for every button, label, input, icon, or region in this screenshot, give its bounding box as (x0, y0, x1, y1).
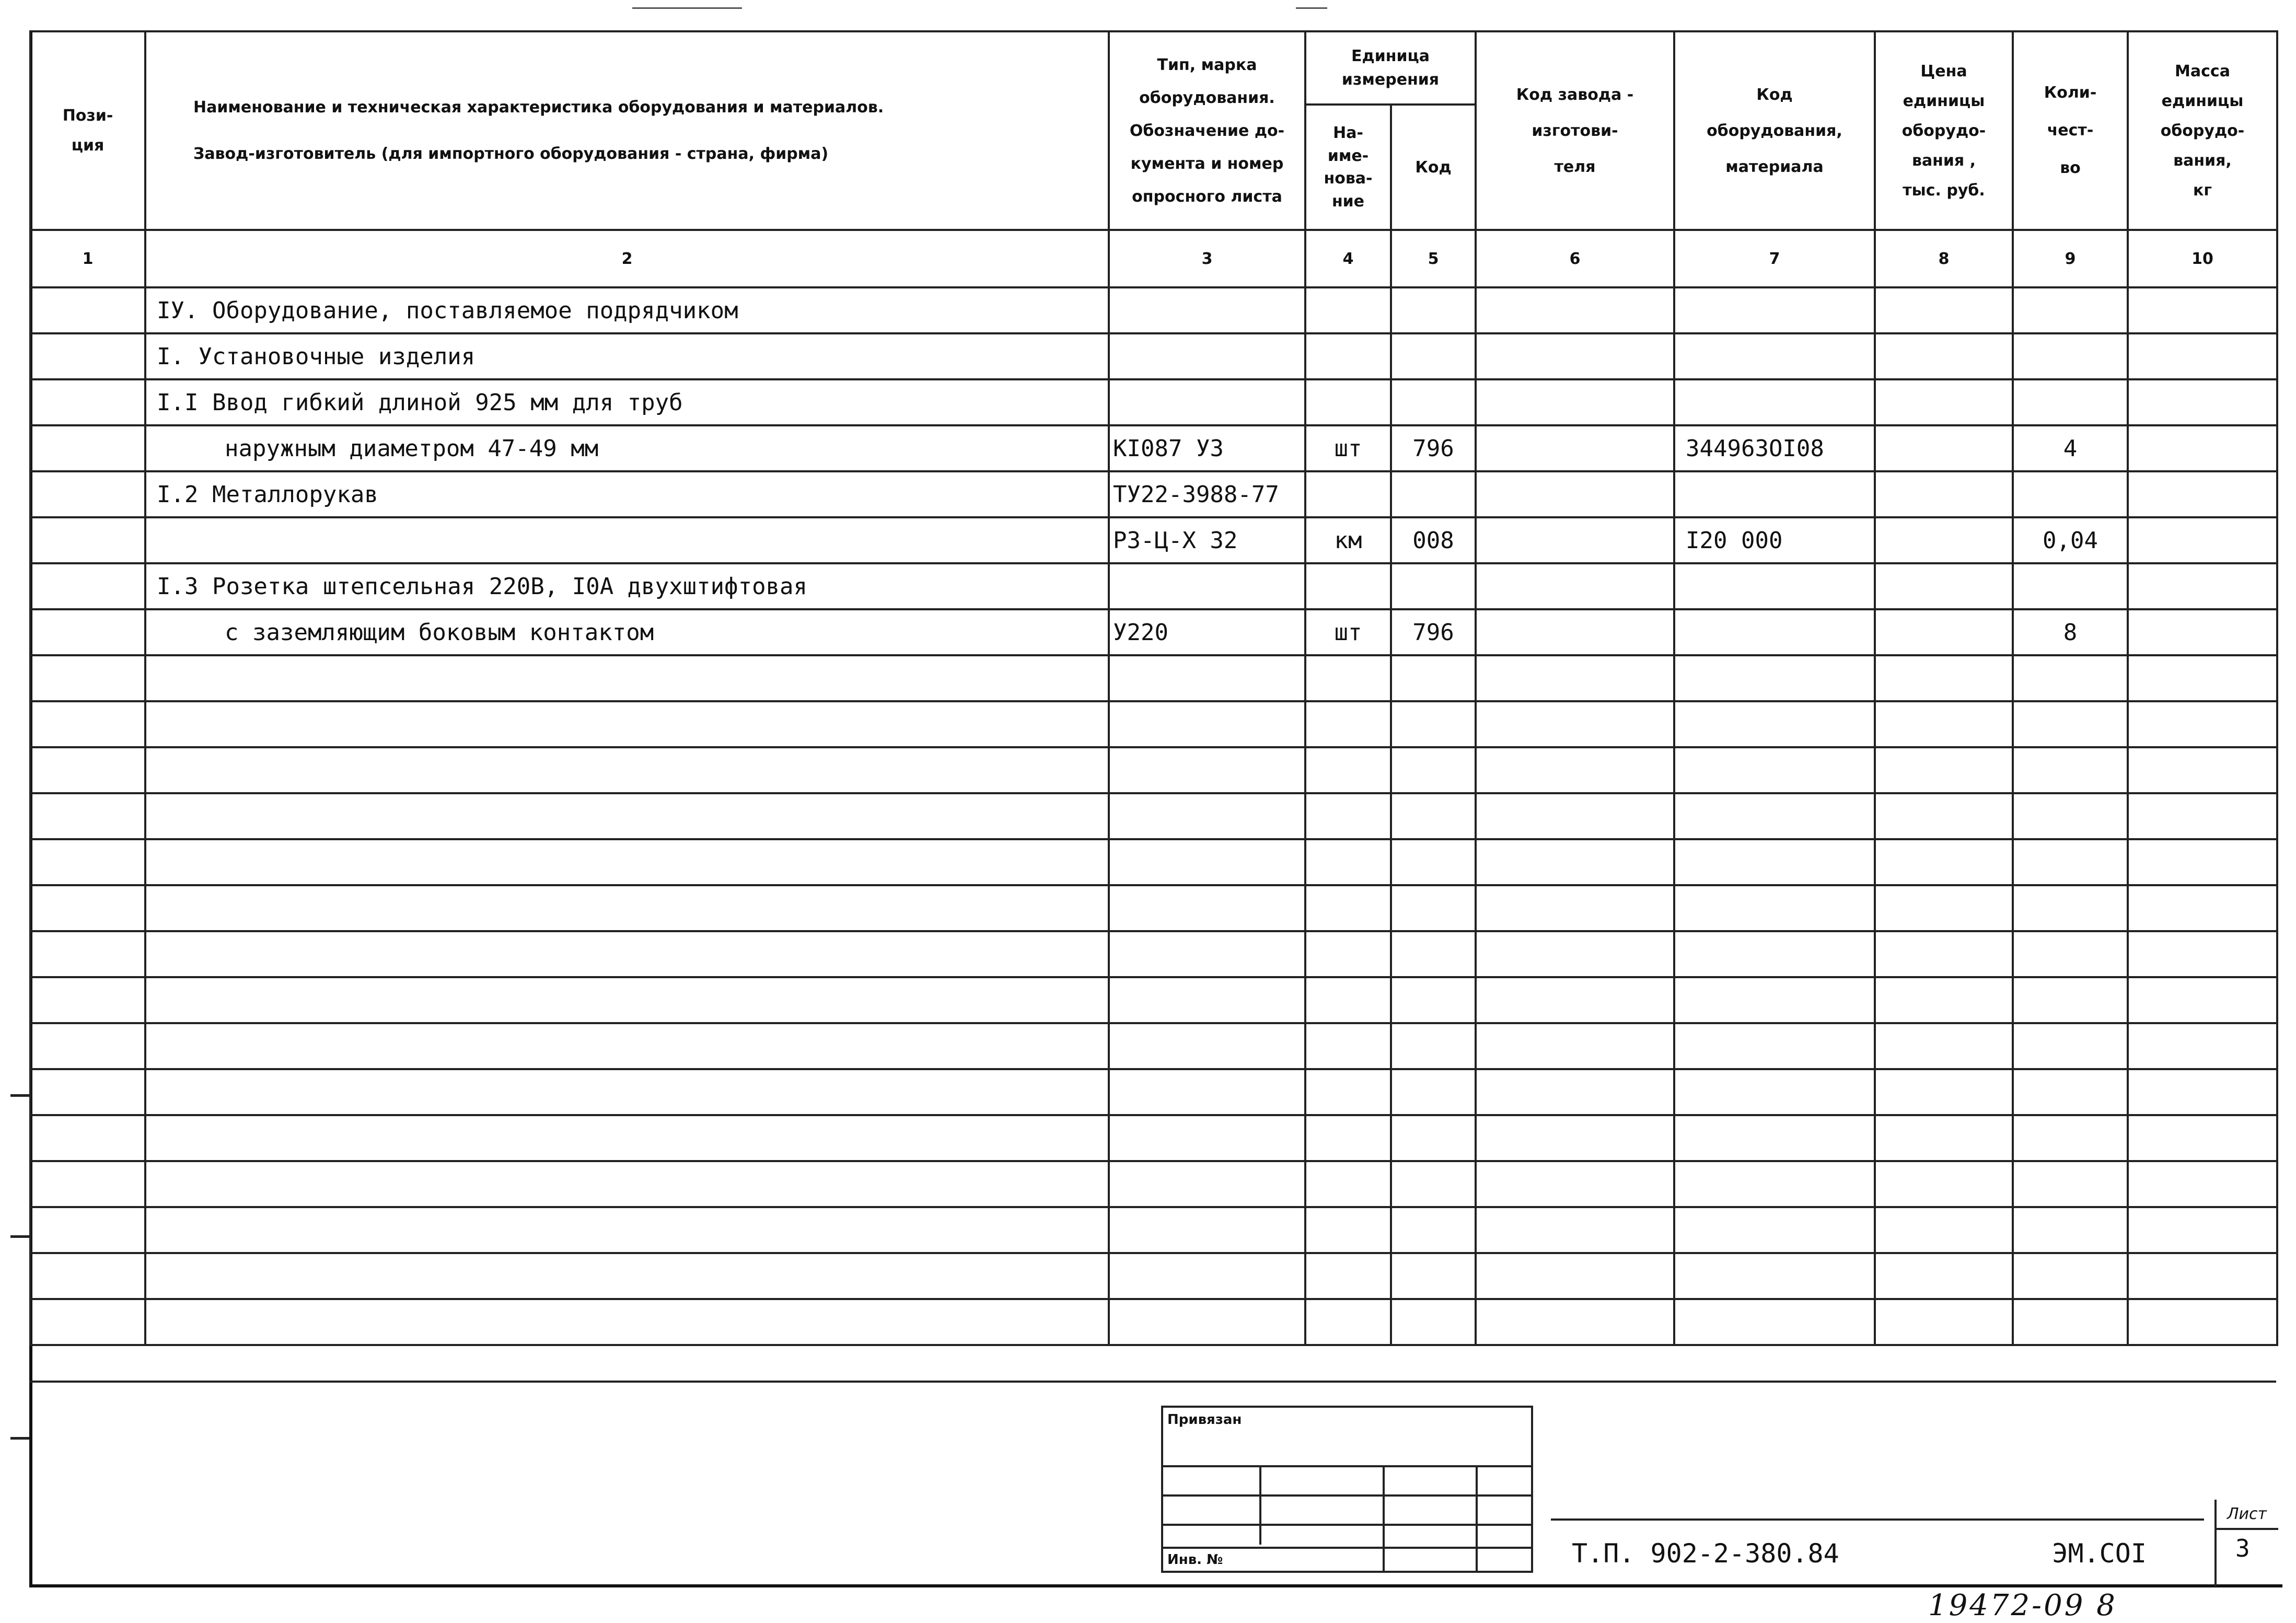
unit-code-cell (1391, 333, 1476, 379)
empty-cell (1391, 793, 1476, 839)
header-type: Тип, марка оборудования. Обозначение до- кумента и номер опросного листа (1109, 31, 1305, 230)
empty-row (30, 1115, 2277, 1161)
unit-code-cell (1391, 379, 1476, 425)
empty-cell (145, 1115, 1109, 1161)
empty-cell (1391, 1161, 1476, 1207)
plant-code-cell (1476, 379, 1674, 425)
empty-cell (1391, 1253, 1476, 1299)
price-cell (1875, 425, 2013, 471)
empty-cell (145, 1207, 1109, 1253)
sheet-number-box (2214, 1500, 2278, 1586)
margin-tick (10, 1094, 31, 1097)
empty-cell (1674, 1115, 1875, 1161)
empty-cell (30, 1253, 145, 1299)
empty-cell (1674, 747, 1875, 793)
empty-cell (2013, 1023, 2128, 1069)
unit-code-cell: 008 (1391, 517, 1476, 563)
header-name-line1: Наименование и техническая характеристика оборудования и материалов. (193, 98, 884, 117)
empty-cell (1305, 977, 1391, 1023)
sheet-number: 3 (2235, 1534, 2250, 1562)
header-unit-group: Единица измерения (1305, 31, 1476, 105)
empty-cell (1674, 1069, 1875, 1115)
empty-cell (30, 793, 145, 839)
unit-name-cell (1305, 379, 1391, 425)
mass-cell (2128, 517, 2277, 563)
column-number: 5 (1391, 230, 1476, 287)
binding-stamp (1161, 1406, 1533, 1573)
position-cell (30, 517, 145, 563)
empty-cell (1476, 655, 1674, 701)
empty-cell (2128, 793, 2277, 839)
empty-cell (1875, 1161, 2013, 1207)
table-row (30, 609, 2277, 655)
column-number: 9 (2013, 230, 2128, 287)
mass-cell (2128, 287, 2277, 333)
empty-row (30, 1253, 2277, 1299)
empty-row (30, 793, 2277, 839)
empty-cell (1109, 977, 1305, 1023)
empty-cell (2128, 1023, 2277, 1069)
empty-cell (1109, 747, 1305, 793)
position-cell (30, 471, 145, 517)
empty-cell (145, 931, 1109, 977)
empty-cell (1391, 701, 1476, 747)
name-cell: I.I Ввод гибкий длиной 925 мм для труб (145, 379, 1109, 425)
stamp-line (1259, 1465, 1261, 1545)
empty-cell (1674, 1023, 1875, 1069)
mass-cell (2128, 379, 2277, 425)
mass-cell (2128, 609, 2277, 655)
empty-cell (1109, 1115, 1305, 1161)
empty-cell (1875, 1023, 2013, 1069)
equipment-code-cell: 344963OI08 (1674, 425, 1875, 471)
empty-row (30, 931, 2277, 977)
header-quantity: Коли- чест- во (2013, 31, 2128, 230)
empty-cell (1875, 1299, 2013, 1345)
empty-cell (2013, 793, 2128, 839)
empty-cell (1674, 793, 1875, 839)
unit-code-cell (1391, 287, 1476, 333)
top-mark (1296, 7, 1327, 9)
unit-code-cell: 796 (1391, 609, 1476, 655)
empty-cell (1109, 885, 1305, 931)
empty-cell (1305, 793, 1391, 839)
position-cell (30, 425, 145, 471)
empty-cell (1476, 1253, 1674, 1299)
empty-cell (2128, 655, 2277, 701)
empty-cell (1391, 885, 1476, 931)
empty-cell (2013, 747, 2128, 793)
empty-row (30, 747, 2277, 793)
column-number: 1 (30, 230, 145, 287)
table-row (30, 471, 2277, 517)
equipment-code-cell (1674, 471, 1875, 517)
mass-cell (2128, 563, 2277, 609)
table-row (30, 563, 2277, 609)
header-unit-name: На- име- нова- ние (1305, 105, 1391, 230)
empty-cell (30, 701, 145, 747)
column-number: 10 (2128, 230, 2277, 287)
empty-cell (2013, 1161, 2128, 1207)
column-number: 7 (1674, 230, 1875, 287)
plant-code-cell (1476, 563, 1674, 609)
empty-cell (1875, 1069, 2013, 1115)
table-body (30, 287, 2277, 1345)
sheet-label: Лист (2227, 1505, 2267, 1523)
empty-cell (1305, 1115, 1391, 1161)
type-cell: КI087 У3 (1109, 425, 1305, 471)
equipment-code-cell (1674, 333, 1875, 379)
empty-cell (1109, 931, 1305, 977)
empty-cell (30, 1069, 145, 1115)
empty-cell (1391, 1115, 1476, 1161)
empty-cell (145, 1299, 1109, 1345)
table-row (30, 517, 2277, 563)
empty-cell (1305, 1161, 1391, 1207)
empty-cell (1305, 655, 1391, 701)
unit-name-cell: шт (1305, 609, 1391, 655)
empty-row (30, 885, 2277, 931)
empty-cell (1305, 1023, 1391, 1069)
empty-cell (1109, 1299, 1305, 1345)
empty-cell (145, 655, 1109, 701)
unit-name-cell (1305, 287, 1391, 333)
quantity-cell (2013, 563, 2128, 609)
empty-cell (30, 655, 145, 701)
price-cell (1875, 287, 2013, 333)
specification-table (29, 30, 2278, 1346)
empty-cell (2128, 977, 2277, 1023)
empty-cell (1674, 1161, 1875, 1207)
empty-cell (1391, 747, 1476, 793)
empty-cell (2128, 701, 2277, 747)
price-cell (1875, 471, 2013, 517)
empty-cell (2013, 1207, 2128, 1253)
quantity-cell: 4 (2013, 425, 2128, 471)
empty-cell (1109, 1023, 1305, 1069)
unit-name-cell: км (1305, 517, 1391, 563)
empty-cell (2013, 931, 2128, 977)
empty-cell (1305, 1069, 1391, 1115)
empty-cell (1476, 1299, 1674, 1345)
empty-cell (1476, 1069, 1674, 1115)
empty-cell (1875, 1253, 2013, 1299)
price-cell (1875, 379, 2013, 425)
type-cell (1109, 333, 1305, 379)
empty-cell (1476, 747, 1674, 793)
inventory-label: Инв. № (1167, 1552, 1223, 1568)
type-cell (1109, 287, 1305, 333)
empty-cell (1391, 655, 1476, 701)
empty-cell (1391, 1207, 1476, 1253)
column-number: 4 (1305, 230, 1391, 287)
price-cell (1875, 563, 2013, 609)
empty-cell (1476, 1207, 1674, 1253)
header-equipment-code: Код оборудования, материала (1674, 31, 1875, 230)
margin-tick (10, 1437, 31, 1440)
empty-cell (1875, 931, 2013, 977)
position-cell (30, 609, 145, 655)
quantity-cell (2013, 287, 2128, 333)
header-name (145, 31, 1109, 230)
unit-name-cell (1305, 471, 1391, 517)
empty-cell (1674, 1207, 1875, 1253)
empty-cell (145, 1161, 1109, 1207)
empty-cell (145, 1023, 1109, 1069)
unit-code-cell (1391, 471, 1476, 517)
column-number: 6 (1476, 230, 1674, 287)
empty-cell (2128, 931, 2277, 977)
plant-code-cell (1476, 471, 1674, 517)
empty-row (30, 1299, 2277, 1345)
empty-cell (2013, 701, 2128, 747)
empty-cell (2013, 1253, 2128, 1299)
empty-cell (1476, 793, 1674, 839)
empty-cell (1875, 701, 2013, 747)
empty-cell (1109, 793, 1305, 839)
empty-cell (1476, 977, 1674, 1023)
empty-cell (145, 747, 1109, 793)
empty-cell (1391, 1299, 1476, 1345)
header-mass: Масса единицы оборудо- вания, кг (2128, 31, 2277, 230)
empty-cell (2013, 1115, 2128, 1161)
empty-cell (30, 931, 145, 977)
quantity-cell: 8 (2013, 609, 2128, 655)
empty-cell (1674, 655, 1875, 701)
empty-cell (1305, 1207, 1391, 1253)
top-mark (632, 7, 742, 9)
quantity-cell (2013, 379, 2128, 425)
empty-row (30, 977, 2277, 1023)
equipment-code-cell (1674, 563, 1875, 609)
bound-label: Привязан (1167, 1412, 1242, 1428)
empty-cell (1391, 977, 1476, 1023)
empty-cell (1305, 747, 1391, 793)
empty-cell (30, 885, 145, 931)
empty-cell (2013, 655, 2128, 701)
empty-cell (1305, 885, 1391, 931)
section-code: ЭМ.СОI (2052, 1538, 2147, 1569)
empty-cell (2013, 1299, 2128, 1345)
empty-cell (1476, 931, 1674, 977)
empty-cell (1305, 1299, 1391, 1345)
mass-cell (2128, 333, 2277, 379)
name-cell (145, 517, 1109, 563)
table-row (30, 425, 2277, 471)
empty-cell (30, 839, 145, 885)
sheet-box-line (2217, 1528, 2278, 1530)
equipment-code-cell: I20 000 (1674, 517, 1875, 563)
empty-row (30, 701, 2277, 747)
empty-cell (1674, 885, 1875, 931)
position-cell (30, 563, 145, 609)
empty-cell (1305, 1253, 1391, 1299)
empty-cell (1476, 1115, 1674, 1161)
column-number-row (30, 230, 2277, 287)
mass-cell (2128, 425, 2277, 471)
empty-cell (1875, 977, 2013, 1023)
plant-code-cell (1476, 287, 1674, 333)
empty-cell (2013, 839, 2128, 885)
table-row (30, 379, 2277, 425)
empty-cell (2128, 1299, 2277, 1345)
empty-cell (2128, 1069, 2277, 1115)
empty-cell (145, 839, 1109, 885)
quantity-cell (2013, 333, 2128, 379)
empty-cell (2128, 839, 2277, 885)
header-price: Цена единицы оборудо- вания , тыс. руб. (1875, 31, 2013, 230)
empty-cell (1109, 1069, 1305, 1115)
empty-row (30, 1207, 2277, 1253)
type-cell: У220 (1109, 609, 1305, 655)
empty-cell (1674, 701, 1875, 747)
empty-cell (1875, 1207, 2013, 1253)
unit-code-cell (1391, 563, 1476, 609)
empty-cell (1476, 1161, 1674, 1207)
empty-cell (145, 1253, 1109, 1299)
plant-code-cell (1476, 333, 1674, 379)
empty-row (30, 1161, 2277, 1207)
empty-cell (1875, 793, 2013, 839)
quantity-cell (2013, 471, 2128, 517)
empty-cell (145, 885, 1109, 931)
equipment-code-cell (1674, 287, 1875, 333)
empty-cell (1674, 931, 1875, 977)
name-cell: I. Установочные изделия (145, 333, 1109, 379)
unit-name-cell (1305, 333, 1391, 379)
empty-cell (2013, 1069, 2128, 1115)
empty-cell (1674, 977, 1875, 1023)
plant-code-cell (1476, 425, 1674, 471)
empty-cell (1674, 1299, 1875, 1345)
empty-cell (1674, 839, 1875, 885)
column-number: 3 (1109, 230, 1305, 287)
archive-number: 19472-09 8 (1928, 1589, 2117, 1622)
empty-cell (1476, 839, 1674, 885)
price-cell (1875, 517, 2013, 563)
empty-cell (1109, 655, 1305, 701)
plant-code-cell (1476, 609, 1674, 655)
equipment-code-cell (1674, 379, 1875, 425)
empty-cell (1305, 839, 1391, 885)
position-cell (30, 287, 145, 333)
quantity-cell: 0,04 (2013, 517, 2128, 563)
name-cell: наружным диаметром 47-49 мм (145, 425, 1109, 471)
empty-cell (1391, 931, 1476, 977)
empty-cell (30, 1299, 145, 1345)
price-cell (1875, 609, 2013, 655)
empty-cell (2013, 885, 2128, 931)
price-cell (1875, 333, 2013, 379)
empty-cell (1875, 747, 2013, 793)
empty-cell (1305, 931, 1391, 977)
header-plant-code: Код завода - изготови- теля (1476, 31, 1674, 230)
type-cell (1109, 563, 1305, 609)
equipment-code-cell (1674, 609, 1875, 655)
position-cell (30, 333, 145, 379)
empty-cell (1476, 1023, 1674, 1069)
position-cell (30, 379, 145, 425)
empty-cell (2013, 977, 2128, 1023)
empty-cell (1109, 701, 1305, 747)
type-cell: ТУ22-3988-77 (1109, 471, 1305, 517)
name-cell: I.3 Розетка штепсельная 220В, I0А двухштифтовая (145, 563, 1109, 609)
table-row (30, 287, 2277, 333)
empty-cell (2128, 1253, 2277, 1299)
empty-cell (1674, 1253, 1875, 1299)
unit-code-cell: 796 (1391, 425, 1476, 471)
empty-cell (2128, 1207, 2277, 1253)
unit-name-cell: шт (1305, 425, 1391, 471)
header-unit-code: Код (1391, 105, 1476, 230)
margin-tick (10, 1235, 31, 1238)
plant-code-cell (1476, 517, 1674, 563)
type-cell: Р3-Ц-Х 32 (1109, 517, 1305, 563)
empty-cell (2128, 1115, 2277, 1161)
column-number: 2 (145, 230, 1109, 287)
column-number: 8 (1875, 230, 2013, 287)
empty-cell (1476, 885, 1674, 931)
empty-cell (1875, 885, 2013, 931)
stamp-line (1476, 1465, 1478, 1571)
empty-cell (145, 793, 1109, 839)
empty-cell (30, 747, 145, 793)
empty-cell (145, 1069, 1109, 1115)
empty-cell (2128, 1161, 2277, 1207)
empty-cell (1391, 1023, 1476, 1069)
empty-cell (1875, 839, 2013, 885)
empty-cell (1109, 1207, 1305, 1253)
empty-cell (30, 1115, 145, 1161)
name-cell: I.2 Металлорукав (145, 471, 1109, 517)
empty-row (30, 655, 2277, 701)
empty-cell (1109, 1161, 1305, 1207)
empty-cell (2128, 885, 2277, 931)
empty-cell (1305, 701, 1391, 747)
unit-name-cell (1305, 563, 1391, 609)
empty-cell (1875, 655, 2013, 701)
empty-cell (145, 977, 1109, 1023)
empty-cell (145, 701, 1109, 747)
header-name-line2: Завод-изготовитель (для импортного оборудования - страна, фирма) (193, 145, 829, 163)
title-block (1551, 1518, 2204, 1576)
name-cell: с заземляющим боковым контактом (145, 609, 1109, 655)
empty-cell (1476, 701, 1674, 747)
project-code: Т.П. 902-2-380.84 (1572, 1538, 1839, 1569)
empty-cell (30, 1161, 145, 1207)
type-cell (1109, 379, 1305, 425)
empty-cell (2128, 747, 2277, 793)
empty-cell (1109, 839, 1305, 885)
mass-cell (2128, 471, 2277, 517)
empty-cell (30, 1207, 145, 1253)
empty-cell (1391, 839, 1476, 885)
empty-row (30, 1069, 2277, 1115)
name-cell: IУ. Оборудование, поставляемое подрядчиком (145, 287, 1109, 333)
stamp-line (1383, 1465, 1385, 1571)
empty-cell (1391, 1069, 1476, 1115)
table-row (30, 333, 2277, 379)
empty-cell (30, 1023, 145, 1069)
empty-cell (1109, 1253, 1305, 1299)
empty-row (30, 1023, 2277, 1069)
table-bottom-line (29, 1381, 2276, 1383)
empty-cell (30, 977, 145, 1023)
empty-row (30, 839, 2277, 885)
empty-cell (1875, 1115, 2013, 1161)
header-position: Пози- ция (30, 31, 145, 230)
